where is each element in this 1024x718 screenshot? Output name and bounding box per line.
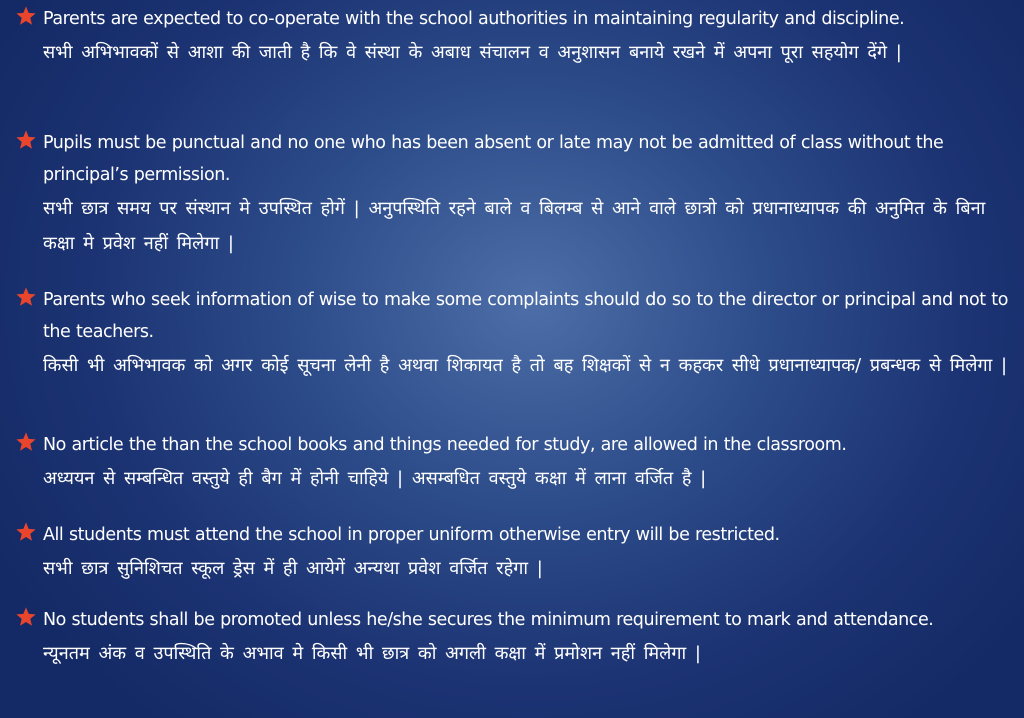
star-icon xyxy=(14,604,38,630)
rule-text-english: No students shall be promoted unless he/she secures the minimum requirement to mark and attendance. xyxy=(43,610,934,630)
rule-text-hindi: किसी भी अभिभावक को अगर कोई सूचना लेनी है अथवा शिकायत है तो बह शिक्षकों से न कहकर सीधे प्रधानाध्यापक/ प्रबन्धक से मिलेगा | xyxy=(43,355,1008,376)
rule-item xyxy=(14,429,1010,496)
star-icon xyxy=(14,3,38,29)
star-icon xyxy=(14,519,38,545)
rule-text-english: Parents are expected to co-operate with the school authorities in maintaining regularity and discipline. xyxy=(43,9,905,29)
rule-item xyxy=(14,604,1010,671)
rule-item xyxy=(14,127,1010,261)
rule-text-english: No article the than the school books and things needed for study, are allowed in the classroom. xyxy=(43,435,847,455)
rule-item xyxy=(14,284,1010,383)
rule-text-hindi: सभी छात्र सुनिशिचत स्कूल ड्रेस में ही आयेगें अन्यथा प्रवेश वर्जित रहेगा | xyxy=(43,558,543,579)
rule-text-english: Parents who seek information of wise to make some complaints should do so to the director or principal and not to the teachers. xyxy=(43,290,1008,342)
rule-text-hindi: सभी छात्र समय पर संस्थान मे उपस्थित होगें | अनुपस्थिति रहने बाले व बिलम्ब से आने वाले छात्रो को प्रधानाध्यापक की अनुमित के बिना कक्षा मे प्रवेश नहीं मिलेगा | xyxy=(43,198,986,254)
rule-item xyxy=(14,3,1010,70)
rule-text-english: All students must attend the school in proper uniform otherwise entry will be restricted. xyxy=(43,525,780,545)
star-icon xyxy=(14,429,38,455)
rule-text-hindi: अध्ययन से सम्बन्धित वस्तुये ही बैग में होनी चाहिये | असम्बधित वस्तुये कक्षा में लाना वर्जित है | xyxy=(43,468,707,489)
star-icon xyxy=(14,284,38,310)
rule-item xyxy=(14,519,1010,586)
rule-text-english: Pupils must be punctual and no one who has been absent or late may not be admitted of class without the principal’s permission. xyxy=(43,133,944,185)
rule-text-hindi: सभी अभिभावकों से आशा की जाती है कि वे संस्था के अबाध संचालन व अनुशासन बनाये रखने में अपना पूरा सहयोग देंगे | xyxy=(43,42,902,63)
star-icon xyxy=(14,127,38,153)
rule-text-hindi: न्यूनतम अंक व उपस्थिति के अभाव मे किसी भी छात्र को अगली कक्षा में प्रमोशन नहीं मिलेगा | xyxy=(43,643,701,664)
